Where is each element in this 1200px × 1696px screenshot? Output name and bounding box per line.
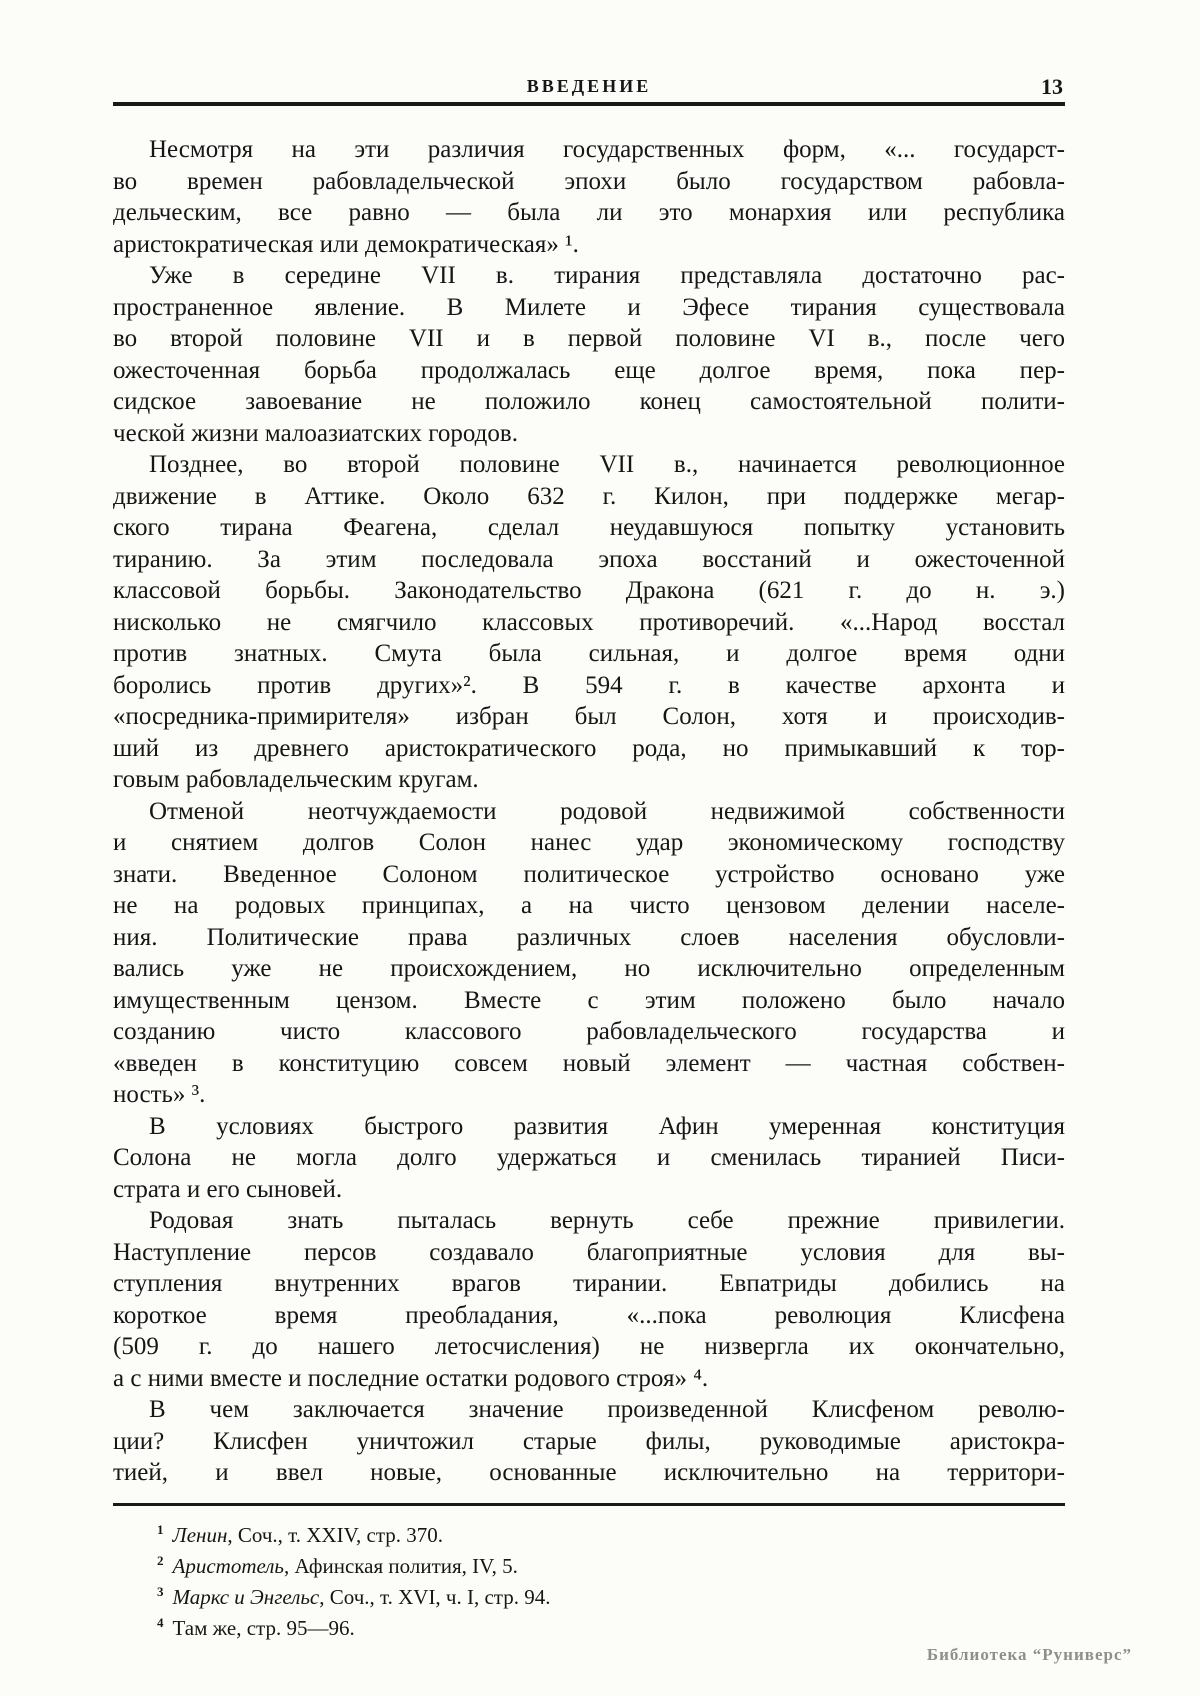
text-line: В условиях быстрого развития Афин умеренная конституция: [149, 1112, 1065, 1140]
text-line: ции? Клисфен уничтожил старые филы, руководимые аристокра-: [113, 1427, 1065, 1455]
text-line: «посредника-примирителя» избран был Солон, хотя и происходив-: [113, 703, 1065, 730]
text-line: созданию чисто классового рабовладельческого государства и: [113, 1018, 1065, 1045]
text-line: сидское завоевание не положило конец самостоятельной полити-: [113, 388, 1065, 415]
footnotes-block: [113, 1503, 1065, 1641]
text-line: короткое время преобладания, «...пока революция Клисфена: [113, 1301, 1065, 1329]
footnote: [113, 1548, 1065, 1579]
text-line: ший из древнего аристократического рода, но примыкавший к тор-: [113, 734, 1065, 762]
footnote-marker: 4: [157, 1614, 164, 1630]
text-line: пространенное явление. В Милете и Эфесе тирания существовала: [113, 293, 1065, 321]
text-line: не на родовых принципах, а на чисто цензовом делении населе-: [113, 892, 1065, 919]
text-line: страта и его сыновей.: [113, 1175, 343, 1203]
text-line: дельческим, все равно — была ли это монархия или республика: [113, 199, 1065, 226]
text-line: Уже в середине VII в. тирания представляла достаточно рас-: [149, 262, 1065, 289]
footnote-text: , Соч., т. XXIV, стр. 370.: [227, 1522, 444, 1547]
paragraph: [113, 1111, 1065, 1206]
text-line: имущественным цензом. Вместе с этим положено было начало: [113, 986, 1065, 1014]
text-line: ского тирана Феагена, сделал неудавшуюся попытку установить: [113, 514, 1065, 541]
footnote-author: Маркс и Энгельс: [172, 1584, 320, 1609]
text-line: ступления внутренних врагов тирании. Евпатриды добились на: [113, 1270, 1065, 1297]
paragraph: [113, 1205, 1065, 1394]
text-line: говым рабовладельческим кругам.: [113, 766, 479, 793]
footnote-author: Аристотель: [172, 1553, 284, 1578]
footnote-text: Там же, стр. 95—96.: [172, 1615, 355, 1640]
paragraph: [113, 134, 1065, 260]
text-line: Позднее, во второй половине VII в., начинается революционное: [149, 451, 1065, 478]
text-line: Солона не могла долго удержаться и сменилась тиранией Писи-: [113, 1144, 1065, 1171]
text-line: тией, и ввел новые, основанные исключительно на территори-: [113, 1459, 1065, 1486]
paragraph: [113, 449, 1065, 796]
text-line: аристократическая или демократическая» ¹.: [113, 230, 579, 258]
paragraph: [113, 796, 1065, 1111]
footnote-author: Ленин: [172, 1522, 228, 1547]
text-line: и снятием долгов Солон нанес удар экономическому господству: [113, 829, 1065, 856]
text-line: ческой жизни малоазиатских городов.: [113, 419, 518, 447]
footnote: [113, 1610, 1065, 1641]
text-line: знати. Введенное Солоном политическое устройство основано уже: [113, 860, 1065, 888]
text-line: В чем заключается значение произведенной Клисфеном револю-: [149, 1396, 1065, 1423]
text-line: нисколько не смягчило классовых противоречий. «...Народ восстал: [113, 608, 1065, 636]
footnote-marker: 3: [157, 1583, 164, 1599]
running-head: [113, 58, 1065, 106]
text-line: Отменой неотчуждаемости родовой недвижимой собственности: [149, 797, 1065, 825]
footnote-marker: 1: [157, 1521, 164, 1537]
text-line: тиранию. За этим последовала эпоха восстаний и ожесточенной: [113, 545, 1065, 573]
text-line: против знатных. Смута была сильная, и долгое время одни: [113, 640, 1065, 667]
footnote-text: , Афинская полития, IV, 5.: [284, 1553, 518, 1578]
text-line: классовой борьбы. Законодательство Дракона (621 г. до н. э.): [113, 577, 1065, 604]
paragraph: [113, 1394, 1065, 1489]
body-text: [113, 134, 1065, 1489]
text-line: «введен в конституцию совсем новый элемент — частная собствен-: [113, 1049, 1065, 1077]
page-number: 13: [1041, 74, 1063, 99]
text-line: боролись против других»². В 594 г. в качестве архонта и: [113, 671, 1065, 699]
footnote-text: , Соч., т. XVI, ч. I, стр. 94.: [319, 1584, 551, 1609]
page-content: [113, 58, 1065, 1641]
text-line: Родовая знать пыталась вернуть себе прежние привилегии.: [149, 1207, 1065, 1234]
text-line: (509 г. до нашего летосчисления) не низвергла их окончательно,: [113, 1333, 1065, 1360]
text-line: движение в Аттике. Около 632 г. Килон, при поддержке мегар-: [113, 482, 1065, 510]
text-line: ожесточенная борьба продолжалась еще долгое время, пока пер-: [113, 356, 1065, 384]
text-line: во времен рабовладельческой эпохи было государством рабовла-: [113, 167, 1065, 195]
running-head-title: ВВЕДЕНИЕ: [526, 76, 652, 96]
text-line: во второй половине VII и в первой половине VI в., после чего: [113, 325, 1065, 352]
footnote: [113, 1517, 1065, 1548]
text-line: вались уже не происхождением, но исключительно определенным: [113, 955, 1065, 982]
paragraph: [113, 260, 1065, 449]
text-line: Несмотря на эти различия государственных форм, «... государст-: [149, 136, 1065, 163]
text-line: ность» ³.: [113, 1081, 206, 1108]
footnote: [113, 1579, 1065, 1610]
text-line: ния. Политические права различных слоев населения обусловли-: [113, 923, 1065, 951]
library-watermark: Библиотека “Руниверс”: [926, 1645, 1132, 1664]
footnote-marker: 2: [157, 1552, 164, 1568]
text-line: Наступление персов создавало благоприятные условия для вы-: [113, 1238, 1065, 1266]
text-line: а с ними вместе и последние остатки родового строя» ⁴.: [113, 1364, 709, 1392]
